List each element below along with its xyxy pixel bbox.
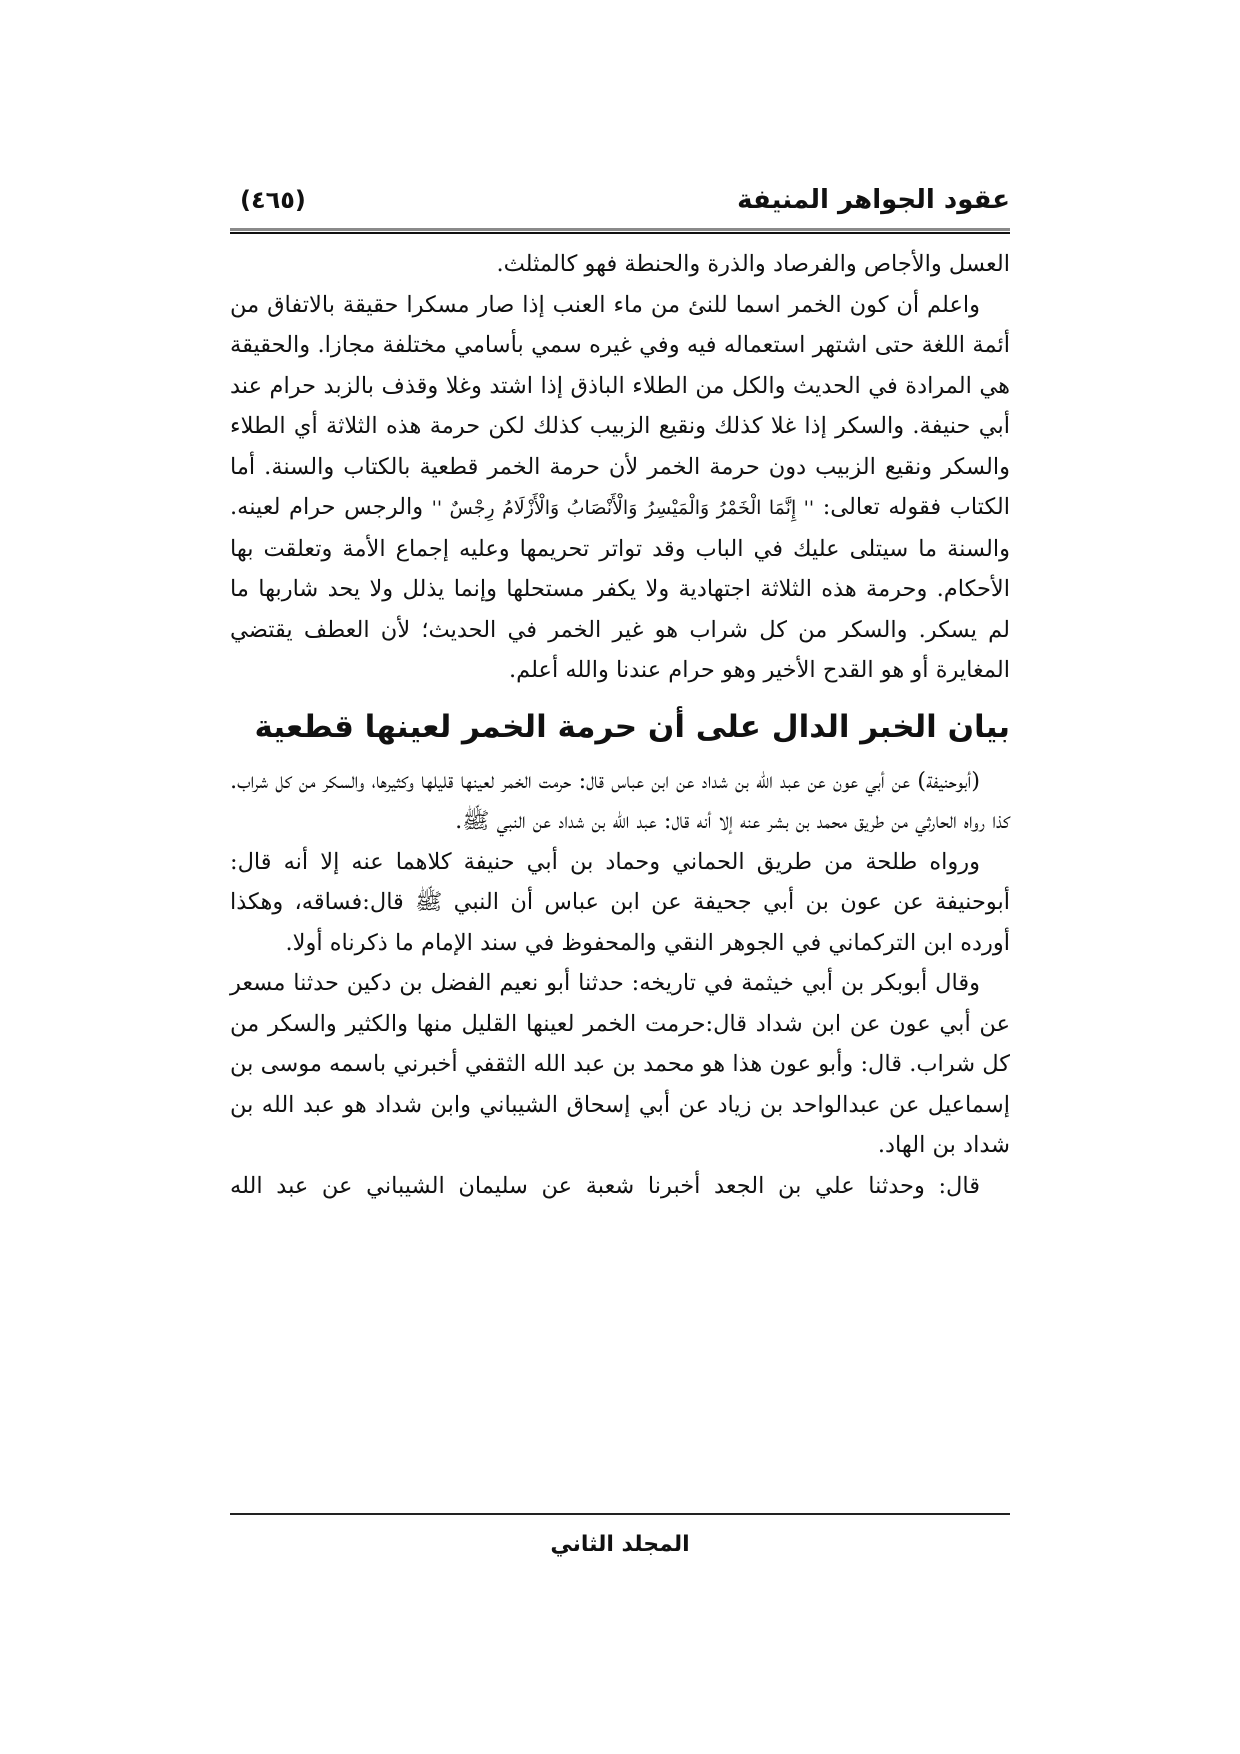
page-footer xyxy=(230,1513,1010,1565)
paragraph-abu-bakr-narration: وقال أبوبكر بن أبي خيثمة في تاريخه: حدثنا أبو نعيم الفضل بن دكين حدثنا مسعر عن أبي عون عن ابن شداد قال:حرمت الخمر لعينها القليل منها والكثير والسكر من كل شراب. قال: وأبو عون هذا هو محمد بن عبد الله الثقفي أخبرني باسمه موسى بن إسماعيل عن عبدالواحد بن زياد عن أبي إسحاق الشيباني وابن شداد هو عبد الله بن شداد بن الهاد. xyxy=(230,970,1010,1158)
page-number: (٤٦٥) xyxy=(240,186,306,214)
paragraph-text: واعلم أن كون الخمر اسما للنئ من ماء العنب إذا صار مسكرا حقيقة بالاتفاق من أئمة اللغة حتى اشتهر استعماله فيه وفي غيره سمي بأسامي مختلفة مجازا. والحقيقة هي المرادة في الحديث والكل من الطلاء الباذق إذا اشتد وغلا وقذف بالزبد حرام عند أبي حنيفة. والسكر إذا غلا كذلك ونقيع الزبيب كذلك لكن حرمة هذه الثلاثة أي الطلاء والسكر ونقيع الزبيب دون حرمة الخمر لأن حرمة الخمر قطعية بالكتاب والسنة. أما الكتاب فقوله تعالى: xyxy=(230,291,1010,520)
paragraph-continuation: العسل والأجاص والفرصاد والذرة والحنطة فهو كالمثلث. xyxy=(496,251,1010,277)
quran-quote: '' إِنَّمَا الْخَمْرُ وَالْمَيْسِرُ وَالْأَنْصَابُ وَالْأَزْلَامُ رِجْسٌ '' xyxy=(431,497,815,519)
paragraph-khamr-definition xyxy=(230,285,1010,691)
paragraph-hadith-abu-hanifa: (أبوحنيفة) عن أبي عون عن عبد الله بن شداد عن ابن عباس قال: حرمت الخمر لعينها قليلها وكثيرها، والسكر من كل شراب. كذا رواه الحارثي من طريق محمد بن بشر عنه إلا أنه قال: عبد الله بن شداد عن النبي ﷺ. xyxy=(230,767,1010,834)
volume-label: المجلد الثاني xyxy=(550,1532,690,1557)
footer-rule xyxy=(230,1513,1010,1515)
paragraph-talha-narration: ورواه طلحة من طريق الحماني وحماد بن أبي حنيفة كلاهما عنه إلا أنه قال: أبوحنيفة عن عون بن أبي جحيفة عن ابن عباس أن النبي ﷺ قال:فساقه، وهكذا أورده ابن التركماني في الجوهر النقي والمحفوظ في سند الإمام ما ذكرناه أولا. xyxy=(230,848,1010,956)
header-rule-black xyxy=(230,232,1010,234)
header-rule-gray xyxy=(230,228,1010,231)
book-title: عقود الجواهر المنيفة xyxy=(737,185,1010,215)
running-header xyxy=(230,160,1010,220)
book-page xyxy=(230,160,1010,1206)
section-heading: بيان الخبر الدال على أن حرمة الخمر لعينها قطعية xyxy=(254,708,1010,745)
paragraph-ali-ibn-jaad: قال: وحدثنا علي بن الجعد أخبرنا شعبة عن سليمان الشيباني عن عبد الله xyxy=(230,1172,980,1199)
paragraph-text: والرجس حرام لعينه. والسنة ما سيتلى عليك في الباب وقد تواتر تحريمها وعليه إجماع الأمة وتعلقت بها الأحكام. وحرمة هذه الثلاثة اجتهادية ولا يكفر مستحلها وإنما يذلل ولا يحد شاربها ما لم يسكر. والسكر من كل شراب هو غير الخمر في الحديث؛ لأن العطف يقتضي المغايرة أو هو القدح الأخير وهو حرام عندنا والله أعلم. xyxy=(230,494,1010,683)
body-text xyxy=(230,244,1010,1206)
